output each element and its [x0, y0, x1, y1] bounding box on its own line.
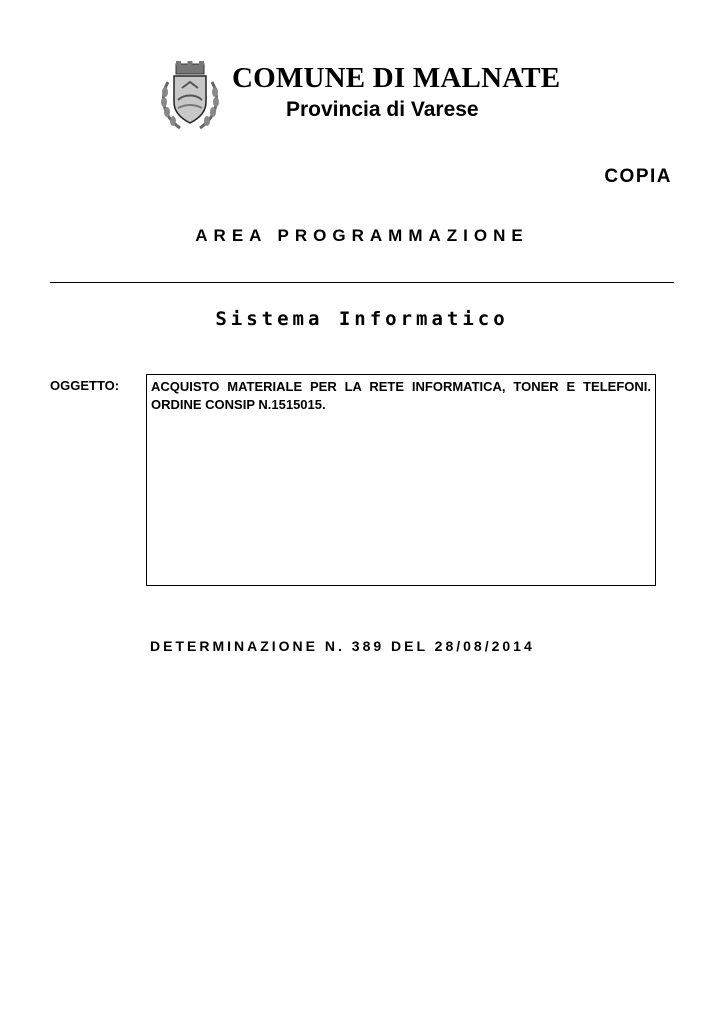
municipality-title: COMUNE DI MALNATE: [232, 62, 561, 94]
area-heading: AREA PROGRAMMAZIONE: [195, 226, 529, 245]
determination-number: DETERMINAZIONE N. 389 DEL 28/08/2014: [150, 638, 535, 654]
horizontal-divider: [50, 282, 674, 283]
subject-text: ACQUISTO MATERIALE PER LA RETE INFORMATICA, TONER E TELEFONI. ORDINE CONSIP N.1515015.: [151, 379, 651, 412]
province-subtitle: Provincia di Varese: [286, 98, 479, 121]
copy-label: COPIA: [604, 166, 672, 187]
sector-heading: Sistema Informatico: [215, 308, 509, 330]
subject-label: OGGETTO:: [50, 378, 120, 393]
coat-of-arms-icon: [158, 60, 222, 132]
subject-box: [146, 374, 656, 586]
